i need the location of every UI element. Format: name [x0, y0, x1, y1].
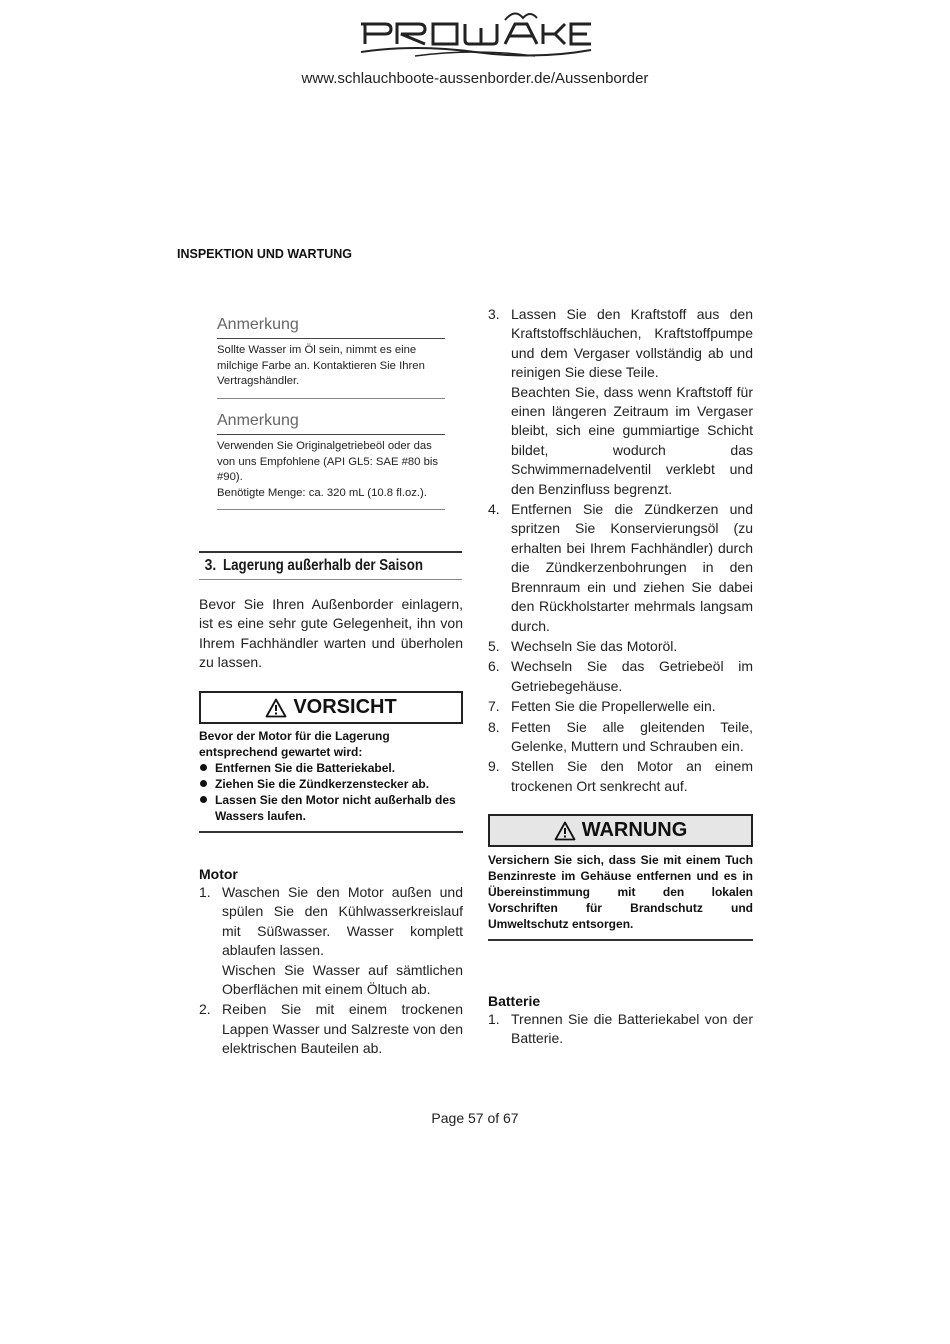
note-line: Benötigte Menge: ca. 320 mL (10.8 fl.oz.). — [217, 486, 427, 499]
batterie-steps — [488, 1010, 753, 1050]
item-text: Waschen Sie den Motor außen und spülen Sie den Kühlwasserkreislauf mit Süßwasser. Wasser komplett ablaufen lassen. — [222, 884, 463, 959]
prowake-logo — [355, 6, 595, 62]
note-line: Sollte Wasser im Öl sein, nimmt es eine milchige Farbe an. Kontaktieren Sie Ihren Vertragshändler. — [217, 344, 425, 387]
note-line: Verwenden Sie Originalgetriebeöl oder das von uns Empfohlene (API GL5: SAE #80 bis #90). — [217, 440, 439, 483]
item-number: 3. — [488, 306, 500, 322]
item-number: 2. — [199, 1001, 211, 1018]
note-body — [217, 435, 445, 510]
vorsicht-intro: Bevor der Motor für die Lagerung entsprechend gewartet wird: — [199, 729, 390, 759]
item-text: Lassen Sie den Kraftstoff aus den Kraftstoffschläuchen, Kraftstoffpumpe und dem Vergaser vollständig ab und reinigen Sie diese Teile. — [511, 306, 753, 381]
list-item — [488, 718, 753, 757]
warnung-text: Versichern Sie sich, dass Sie mit einem Tuch Benzinreste im Gehäuse entfernen und es in Übereinstimmung mit den lokalen Vorschriften für Brandschutz und Umweltschutz entsorgen. — [488, 852, 753, 941]
storage-heading — [199, 551, 462, 580]
list-item — [488, 305, 753, 499]
vorsicht-text — [199, 728, 463, 833]
vorsicht-banner — [199, 691, 463, 724]
list-item: Ziehen Sie die Zündkerzenstecker ab. — [199, 776, 463, 792]
list-item — [488, 1010, 753, 1049]
motor-heading: Motor — [199, 866, 238, 882]
list-item — [488, 637, 753, 656]
item-number: 1. — [199, 884, 211, 900]
vorsicht-label: VORSICHT — [293, 696, 397, 718]
list-item: Entfernen Sie die Batteriekabel. — [199, 760, 463, 776]
motor-steps — [199, 883, 463, 1060]
item-text: Wechseln Sie das Motoröl. — [511, 637, 678, 654]
note-title: Anmerkung — [217, 412, 445, 435]
list-item — [488, 757, 753, 796]
item-text: Entfernen Sie die Zündkerzen und spritzen Sie Konservierungsöl (zu erhalten bei Ihrem Fachhändler) durch die Zündkerzenbohrungen in den Brennraum ein und ziehen Sie dabei den Rückholstarter mehrmals langsam durch. — [511, 501, 753, 634]
storage-steps — [488, 305, 753, 797]
warning-triangle-icon — [554, 821, 576, 841]
item-number: 8. — [488, 718, 500, 735]
list-item — [488, 697, 753, 716]
list-item — [488, 500, 753, 636]
warning-triangle-icon — [265, 698, 287, 718]
item-text: Reiben Sie mit einem trockenen Lappen Wasser und Salzreste von den elektrischen Bauteilen ab. — [222, 1001, 463, 1057]
section-header: INSPEKTION UND WARTUNG — [177, 247, 352, 261]
note-title: Anmerkung — [217, 316, 445, 339]
list-item — [199, 1000, 463, 1058]
item-text: Fetten Sie die Propellerwelle ein. — [511, 698, 716, 715]
page-number: Page 57 of 67 — [431, 1110, 519, 1126]
batterie-heading: Batterie — [488, 993, 541, 1009]
vorsicht-list — [199, 760, 463, 824]
list-item — [488, 657, 753, 696]
item-text: Beachten Sie, dass wenn Kraftstoff für einen längeren Zeitraum im Vergaser bleibt, sich eine gummiartige Schicht bildet, wodurch das Schwimmernadelventil verklebt und den Benzinfluss begrenzt. — [511, 383, 753, 497]
item-text: Trennen Sie die Batteriekabel von der Batterie. — [511, 1011, 753, 1047]
item-number: 5. — [488, 637, 500, 654]
item-number: 9. — [488, 758, 500, 775]
item-text: Fetten Sie alle gleitenden Teile, Gelenke, Muttern und Schrauben ein. — [511, 718, 753, 754]
note-water-in-oil — [217, 316, 445, 399]
storage-intro: Bevor Sie Ihren Außenborder einlagern, ist es eine sehr gute Gelegenheit, ihn von Ihrem Fachhändler warten und überholen zu lassen. — [199, 596, 463, 671]
item-text: Stellen Sie den Motor an einem trockenen Ort senkrecht auf. — [511, 758, 753, 794]
warnung-banner — [488, 814, 753, 847]
note-body — [217, 339, 445, 399]
item-number: 4. — [488, 501, 500, 518]
warnung-label: WARNUNG — [581, 819, 688, 841]
item-text: Wischen Sie Wasser auf sämtlichen Oberflächen mit einem Öltuch ab. — [222, 961, 463, 998]
item-number: 7. — [488, 698, 500, 715]
note-gear-oil — [217, 412, 445, 510]
heading-number: 3. — [204, 557, 217, 574]
item-number: 1. — [488, 1011, 500, 1027]
list-item — [199, 883, 463, 999]
heading-title: Lagerung außerhalb der Saison — [222, 557, 423, 574]
item-number: 6. — [488, 658, 500, 675]
list-item: Lassen Sie den Motor nicht außerhalb des Wassers laufen. — [199, 792, 463, 824]
website-url: www.schlauchboote-aussenborder.de/Aussenborder — [301, 70, 649, 87]
item-text: Wechseln Sie das Getriebeöl im Getriebegehäuse. — [511, 658, 753, 694]
